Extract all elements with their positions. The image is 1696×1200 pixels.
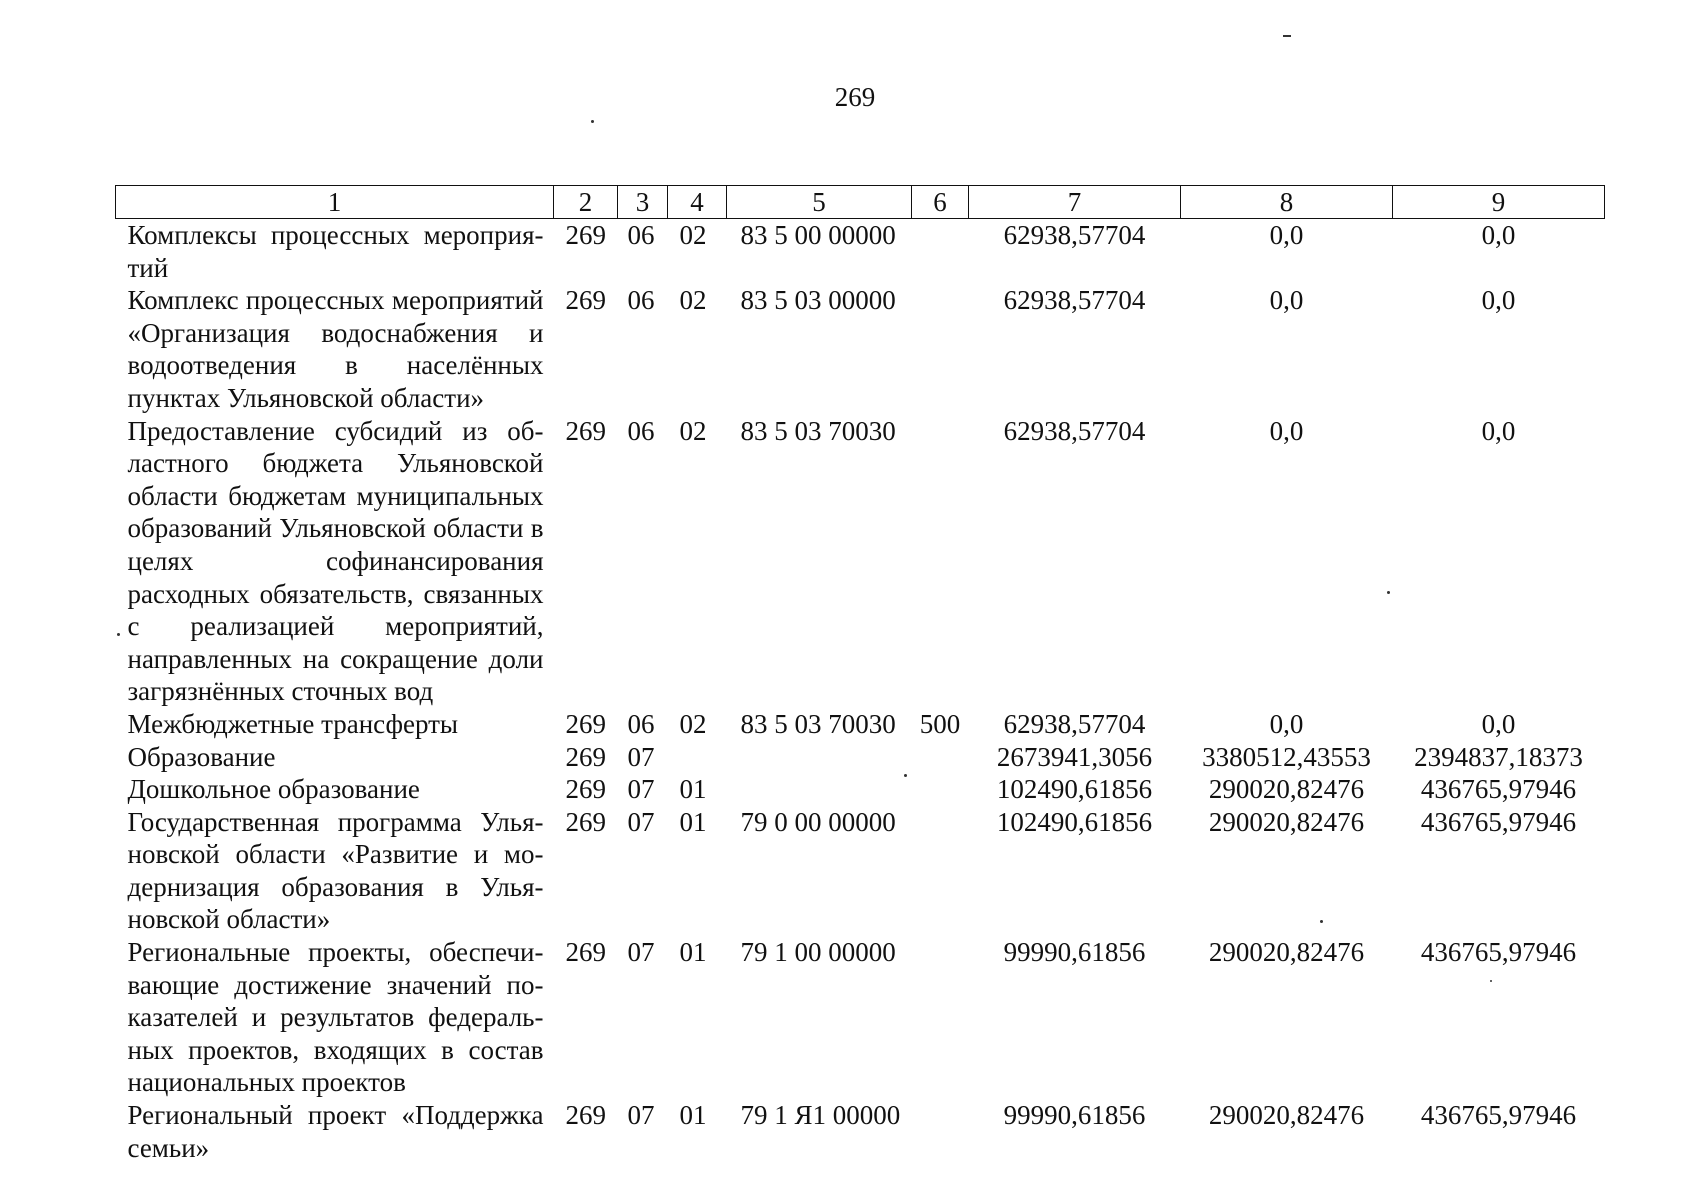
expense-type (912, 741, 969, 774)
row-name: Образование (127, 741, 276, 772)
scan-speck (591, 120, 594, 123)
column-header: 8 (1181, 186, 1393, 219)
table-row (116, 741, 1605, 774)
section-code: 06 (627, 415, 655, 446)
column-header: 5 (727, 186, 912, 219)
admin-code: 269 (565, 708, 606, 739)
section-code: 07 (627, 937, 655, 968)
subsection-code: 01 (679, 774, 707, 805)
admin-code: 269 (565, 285, 606, 316)
table-row (116, 1099, 1605, 1164)
row-name: Межбюджетные трансферты (127, 708, 459, 739)
table-body (116, 219, 1605, 1165)
admin-code: 269 (565, 806, 606, 837)
target-article: 79 1 00 00000 (740, 937, 896, 968)
amount-col7: 62938,57704 (1003, 708, 1146, 739)
amount-col8: 290020,82476 (1208, 937, 1365, 968)
amount-col7: 62938,57704 (1003, 285, 1146, 316)
amount-col9: 436765,97946 (1420, 937, 1577, 968)
table-row (116, 415, 1605, 708)
amount-col8: 290020,82476 (1208, 1100, 1365, 1131)
amount-col8: 290020,82476 (1208, 806, 1365, 837)
amount-col8: 0,0 (1269, 708, 1304, 739)
subsection-code: 02 (679, 708, 707, 739)
expense-type: 500 (919, 708, 961, 739)
column-header: 3 (618, 186, 668, 219)
section-code: 06 (627, 708, 655, 739)
subsection-code: 01 (679, 937, 707, 968)
column-header: 7 (969, 186, 1181, 219)
admin-code: 269 (565, 415, 606, 446)
table-row (116, 936, 1605, 1099)
target-article: 83 5 03 00000 (740, 285, 896, 316)
column-header: 9 (1393, 186, 1605, 219)
amount-col9: 0,0 (1481, 708, 1516, 739)
row-name: Региональный проект «Поддержка семьи» (127, 1100, 544, 1163)
row-name: Комплексы процессных мероприятий (127, 220, 544, 283)
table-row (116, 219, 1605, 285)
amount-col8: 0,0 (1269, 220, 1304, 250)
budget-table-container (115, 185, 1604, 1164)
subsection-code: 01 (679, 806, 707, 837)
table-row (116, 806, 1605, 936)
amount-col9: 436765,97946 (1420, 774, 1577, 805)
expense-type (912, 1099, 969, 1164)
amount-col9: 436765,97946 (1420, 806, 1577, 837)
subsection-code: 02 (679, 220, 707, 250)
admin-code: 269 (565, 937, 606, 968)
amount-col8: 3380512,43553 (1202, 741, 1371, 772)
column-header: 2 (554, 186, 618, 219)
expense-type (912, 936, 969, 1099)
amount-col7: 102490,61856 (996, 774, 1153, 805)
amount-col9: 0,0 (1481, 415, 1516, 446)
amount-col8: 0,0 (1269, 415, 1304, 446)
table-row (116, 284, 1605, 414)
column-header: 6 (912, 186, 969, 219)
table-header (116, 186, 1605, 219)
expense-type (912, 415, 969, 708)
expense-type (912, 806, 969, 936)
amount-col7: 102490,61856 (996, 806, 1153, 837)
header-row (116, 186, 1605, 219)
subsection-code (668, 741, 727, 774)
row-name: Предоставление субсидий из областного бюджета Ульяновской области бюджетам муниципальных образований Ульяновской области в целях софинансирования расходных обязательств, связанных с реализацией мероприятий, направленных на сокращение доли загрязнённых сточных вод (127, 415, 544, 707)
amount-col9: 0,0 (1481, 220, 1516, 250)
column-header: 4 (668, 186, 727, 219)
admin-code: 269 (565, 774, 606, 805)
target-article (727, 773, 912, 806)
section-code: 07 (627, 741, 655, 772)
expense-type (912, 773, 969, 806)
subsection-code: 02 (679, 415, 707, 446)
section-code: 07 (627, 1100, 655, 1131)
target-article: 79 0 00 00000 (740, 806, 896, 837)
admin-code: 269 (565, 220, 606, 250)
amount-col7: 2673941,3056 (996, 741, 1153, 772)
expense-type (912, 284, 969, 414)
target-article: 83 5 00 00000 (740, 220, 896, 250)
column-header: 1 (116, 186, 554, 219)
row-name: Региональные проекты, обеспечивающие достижение значений показателей и результатов федеральных проектов, входящих в состав национальных проектов (127, 937, 544, 1098)
page-number: 269 (834, 82, 876, 112)
section-code: 06 (627, 220, 655, 250)
target-article: 79 1 Я1 00000 (740, 1100, 901, 1131)
target-article: 83 5 03 70030 (740, 415, 896, 446)
amount-col7: 99990,61856 (1003, 937, 1146, 968)
expense-type (912, 219, 969, 285)
section-code: 06 (627, 285, 655, 316)
amount-col9: 2394837,18373 (1414, 741, 1583, 772)
target-article (727, 741, 912, 774)
amount-col7: 62938,57704 (1003, 415, 1146, 446)
amount-col7: 99990,61856 (1003, 1100, 1146, 1131)
row-name: Дошкольное образование (127, 774, 420, 805)
amount-col9: 436765,97946 (1420, 1100, 1577, 1131)
section-code: 07 (627, 774, 655, 805)
subsection-code: 02 (679, 285, 707, 316)
scan-speck (1283, 35, 1291, 37)
amount-col8: 0,0 (1269, 285, 1304, 316)
budget-table (115, 185, 1605, 1164)
section-code: 07 (627, 806, 655, 837)
amount-col9: 0,0 (1481, 285, 1516, 316)
table-row (116, 708, 1605, 741)
admin-code: 269 (565, 1100, 606, 1131)
subsection-code: 01 (679, 1100, 707, 1131)
amount-col8: 290020,82476 (1208, 774, 1365, 805)
table-row (116, 773, 1605, 806)
row-name: Государственная программа Ульяновской области «Развитие и модернизация образования в Ульяновской области» (127, 806, 544, 935)
row-name: Комплекс процессных мероприятий «Организация водоснабжения и водоотведения в населённых пунктах Ульяновской области» (127, 285, 544, 413)
admin-code: 269 (565, 741, 606, 772)
target-article: 83 5 03 70030 (740, 708, 896, 739)
amount-col7: 62938,57704 (1003, 220, 1146, 250)
